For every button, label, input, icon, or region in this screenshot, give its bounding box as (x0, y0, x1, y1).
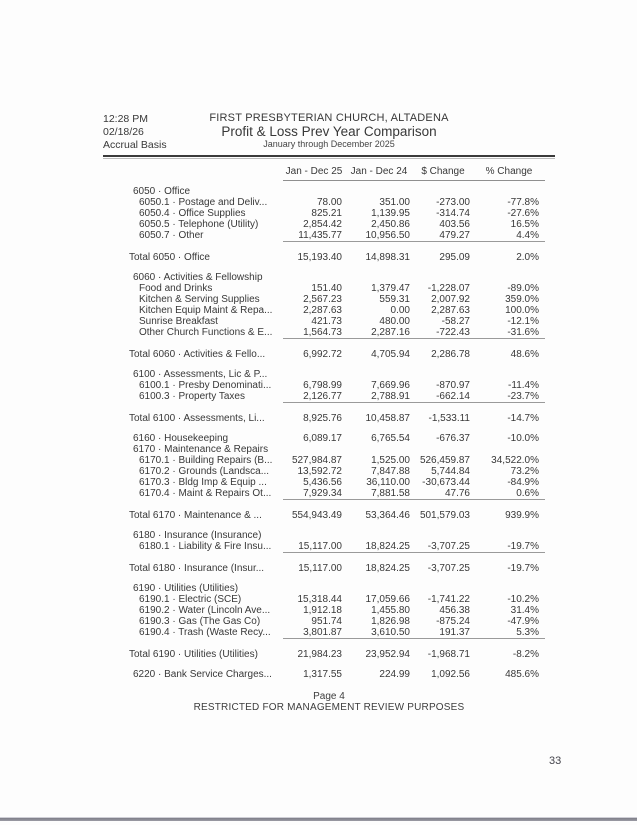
amount-cell: -870.97 (436, 380, 470, 391)
amount-cell: -23.7% (473, 391, 545, 403)
amount-cell: 939.9% (505, 510, 539, 521)
amount-cell: 526,459.87 (419, 455, 470, 466)
amount-cell: 295.09 (439, 252, 470, 263)
table-row (103, 649, 555, 660)
report-time: 12:28 PM (103, 113, 148, 125)
amount-cell: 2,287.16 (345, 327, 413, 339)
amount-cell: 10,458.87 (365, 413, 410, 424)
table-row (103, 488, 555, 499)
amount-cell: -314.74 (436, 208, 470, 219)
amount-cell: 3,610.50 (345, 627, 413, 639)
amount-cell (413, 444, 473, 455)
table-row (103, 616, 555, 627)
amount-cell (345, 444, 413, 455)
amount-cell: -89.0% (507, 283, 539, 294)
amount-cell: 7,881.58 (345, 488, 413, 500)
amount-cell: 2,567.23 (303, 294, 342, 305)
table-row (103, 349, 555, 360)
amount-cell: 501,579.03 (419, 510, 470, 521)
amount-cell (473, 272, 545, 283)
amount-cell: -1,533.11 (428, 413, 470, 424)
amount-cell: 31.4% (510, 605, 539, 616)
account-name: 6190 · Utilities (Utilities) (133, 583, 239, 594)
amount-cell: 191.37 (413, 627, 473, 639)
amount-cell: -58.27 (441, 316, 470, 327)
amount-cell: 3,801.87 (283, 627, 345, 639)
account-name: 6100.1 · Presby Denominati... (139, 380, 272, 391)
row-spacer (103, 574, 555, 583)
amount-cell: 18,824.25 (345, 541, 413, 553)
amount-cell: 34,522.0% (491, 455, 539, 466)
amount-cell: -11.4% (508, 380, 539, 391)
table-row (103, 433, 555, 444)
amount-cell: -3,707.25 (413, 541, 473, 553)
table-row (103, 369, 555, 380)
amount-cell: -3,707.25 (427, 563, 470, 574)
amount-cell: 48.6% (510, 349, 539, 360)
amount-cell: -77.8% (507, 197, 539, 208)
amount-cell: -8.2% (512, 649, 539, 660)
table-row (103, 380, 555, 391)
amount-cell: 15,117.00 (283, 541, 345, 553)
column-header-percent-change: % Change (473, 166, 545, 181)
amount-cell: 2,788.91 (345, 391, 413, 403)
amount-cell: 1,092.56 (431, 669, 470, 680)
amount-cell (345, 186, 413, 197)
amount-cell: -19.7% (473, 541, 545, 553)
amount-cell: 2,007.92 (431, 294, 470, 305)
row-spacer (103, 424, 555, 433)
account-name: Total 6180 · Insurance (Insur... (129, 563, 265, 574)
amount-cell: -1,741.22 (427, 594, 470, 605)
amount-cell: -19.7% (507, 563, 539, 574)
row-spacer (103, 521, 555, 530)
account-name: 6190.3 · Gas (The Gas Co) (139, 616, 261, 627)
amount-cell: 2,287.63 (303, 305, 342, 316)
table-row (103, 530, 555, 541)
row-spacer (103, 241, 555, 252)
page-title: Profit & Loss Prev Year Comparison (221, 124, 437, 139)
row-spacer (103, 263, 555, 272)
amount-cell: -676.37 (436, 433, 470, 444)
table-row (103, 208, 555, 219)
amount-cell: -84.9% (507, 477, 539, 488)
amount-cell: 5,436.56 (303, 477, 342, 488)
account-name: 6050.5 · Telephone (Utility) (139, 219, 259, 230)
amount-cell (345, 530, 413, 541)
table-row (103, 327, 555, 338)
amount-cell (473, 444, 545, 455)
account-name: 6170.1 · Building Repairs (B... (139, 455, 273, 466)
row-spacer (103, 638, 555, 649)
amount-cell: 15,318.44 (297, 594, 342, 605)
table-row (103, 197, 555, 208)
header-rule-shadow (103, 158, 555, 159)
column-header-jan-dec-24: Jan - Dec 24 (345, 166, 413, 181)
amount-cell: 6,765.54 (371, 433, 410, 444)
amount-cell: 479.27 (413, 230, 473, 242)
amount-cell: 7,929.34 (283, 488, 345, 500)
footer-page-label: Page 4 (313, 691, 345, 702)
amount-cell: 1,564.73 (283, 327, 345, 339)
amount-cell: 951.74 (311, 616, 342, 627)
table-row (103, 466, 555, 477)
report-table (103, 186, 555, 680)
column-header-spacer (103, 166, 283, 181)
account-name: 6170 · Maintenance & Repairs (133, 444, 269, 455)
table-row (103, 669, 555, 680)
row-spacer (103, 499, 555, 510)
table-row (103, 252, 555, 263)
amount-cell: 10,956.50 (345, 230, 413, 242)
account-name: 6100 · Assessments, Lic & P... (133, 369, 268, 380)
amount-cell: 47.76 (413, 488, 473, 500)
table-row (103, 316, 555, 327)
account-name: Total 6170 · Maintenance & ... (129, 510, 262, 521)
report-date: 02/18/26 (103, 126, 144, 138)
account-name: 6180.1 · Liability & Fire Insu... (139, 541, 272, 552)
amount-cell: 1,139.95 (371, 208, 410, 219)
amount-cell: 16.5% (510, 219, 539, 230)
row-spacer (103, 338, 555, 349)
amount-cell: 5,744.84 (431, 466, 470, 477)
amount-cell (345, 272, 413, 283)
amount-cell: 559.31 (379, 294, 410, 305)
column-header-dollar-change: $ Change (413, 166, 473, 181)
footer-restricted-label: RESTRICTED FOR MANAGEMENT REVIEW PURPOSES (193, 702, 465, 713)
amount-cell: 151.40 (311, 283, 342, 294)
table-row (103, 391, 555, 402)
report-period: January through December 2025 (263, 139, 395, 149)
table-row (103, 186, 555, 197)
account-name: Kitchen & Serving Supplies (139, 294, 260, 305)
account-name: 6100.3 · Property Taxes (139, 391, 245, 402)
amount-cell: 15,117.00 (298, 563, 342, 574)
amount-cell: -14.7% (507, 413, 539, 424)
amount-cell: 73.2% (510, 466, 539, 477)
amount-cell: 421.73 (311, 316, 342, 327)
account-name: 6170.3 · Bldg Imp & Equip ... (139, 477, 267, 488)
report-body (103, 112, 555, 680)
account-name: 6190.1 · Electric (SCE) (139, 594, 242, 605)
account-name: 6050.7 · Other (139, 230, 204, 241)
amount-cell: 14,898.31 (365, 252, 410, 263)
amount-cell: 2,854.42 (303, 219, 342, 230)
amount-cell: 1,826.98 (371, 616, 410, 627)
table-row (103, 605, 555, 616)
account-name: 6170.4 · Maint & Repairs Ot... (139, 488, 272, 499)
amount-cell (413, 272, 473, 283)
report-titles (103, 112, 555, 150)
column-header-row (103, 166, 555, 181)
amount-cell: 36,110.00 (366, 477, 410, 488)
table-row (103, 510, 555, 521)
amount-cell (283, 583, 345, 594)
amount-cell (413, 369, 473, 380)
amount-cell: -662.14 (413, 391, 473, 403)
amount-cell: 403.56 (439, 219, 470, 230)
amount-cell (473, 530, 545, 541)
amount-cell: 11,435.77 (283, 230, 345, 242)
amount-cell (473, 369, 545, 380)
amount-cell: 224.99 (379, 669, 410, 680)
amount-cell: 351.00 (379, 197, 410, 208)
amount-cell: 359.0% (505, 294, 539, 305)
table-row (103, 283, 555, 294)
account-name: 6190.2 · Water (Lincoln Ave... (139, 605, 271, 616)
table-row (103, 627, 555, 638)
amount-cell: 1,455.80 (371, 605, 410, 616)
table-row (103, 444, 555, 455)
account-name: Other Church Functions & E... (139, 327, 273, 338)
scan-page-number: 33 (549, 755, 562, 767)
company-name: FIRST PRESBYTERIAN CHURCH, ALTADENA (209, 112, 449, 124)
account-name: 6190.4 · Trash (Waste Recy... (139, 627, 271, 638)
table-row (103, 455, 555, 466)
amount-cell: 825.21 (311, 208, 342, 219)
account-name: 6050 · Office (133, 186, 191, 197)
amount-cell: 4,705.94 (371, 349, 410, 360)
account-name: Total 6100 · Assessments, Li... (129, 413, 265, 424)
amount-cell: 17,059.66 (365, 594, 410, 605)
amount-cell: -875.24 (436, 616, 470, 627)
amount-cell: -722.43 (413, 327, 473, 339)
amount-cell: 100.0% (505, 305, 539, 316)
amount-cell: 6,992.72 (303, 349, 342, 360)
amount-cell: 1,525.00 (371, 455, 410, 466)
account-name: Food and Drinks (139, 283, 213, 294)
amount-cell (283, 444, 345, 455)
amount-cell: 2,287.63 (431, 305, 470, 316)
amount-cell: 21,984.23 (297, 649, 342, 660)
amount-cell (283, 186, 345, 197)
table-row (103, 563, 555, 574)
amount-cell: -10.0% (507, 433, 539, 444)
table-row (103, 413, 555, 424)
amount-cell: -30,673.44 (422, 477, 470, 488)
amount-cell: 480.00 (379, 316, 410, 327)
amount-cell: 2,450.86 (371, 219, 410, 230)
amount-cell: -273.00 (436, 197, 470, 208)
amount-cell: 485.6% (505, 669, 539, 680)
account-name: Total 6050 · Office (129, 252, 210, 263)
amount-cell: 7,669.96 (371, 380, 410, 391)
table-row (103, 272, 555, 283)
table-row (103, 305, 555, 316)
table-row (103, 541, 555, 552)
amount-cell: 2,126.77 (283, 391, 345, 403)
amount-cell: 8,925.76 (303, 413, 342, 424)
report-header (103, 112, 555, 153)
account-name: 6160 · Housekeeping (133, 433, 229, 444)
amount-cell: 1,379.47 (371, 283, 410, 294)
amount-cell (473, 583, 545, 594)
account-name: 6170.2 · Grounds (Landsca... (139, 466, 270, 477)
amount-cell: -1,228.07 (427, 283, 470, 294)
amount-cell: 18,824.25 (365, 563, 410, 574)
amount-cell: -27.6% (507, 208, 539, 219)
row-spacer (103, 360, 555, 369)
amount-cell: 15,193.40 (297, 252, 342, 263)
amount-cell (283, 369, 345, 380)
amount-cell (283, 530, 345, 541)
table-row (103, 583, 555, 594)
amount-cell (345, 369, 413, 380)
amount-cell: -1,968.71 (427, 649, 470, 660)
amount-cell: 6,089.17 (303, 433, 342, 444)
amount-cell: 1,912.18 (303, 605, 342, 616)
amount-cell: 2,286.78 (431, 349, 470, 360)
row-spacer (103, 660, 555, 669)
row-spacer (103, 552, 555, 563)
account-name: 6060 · Activities & Fellowship (133, 272, 263, 283)
amount-cell (345, 583, 413, 594)
amount-cell: 0.6% (473, 488, 545, 500)
amount-cell: 527,984.87 (291, 455, 342, 466)
amount-cell: -31.6% (473, 327, 545, 339)
table-row (103, 594, 555, 605)
amount-cell: 23,952.94 (365, 649, 410, 660)
account-name: Sunrise Breakfast (139, 316, 218, 327)
table-row (103, 230, 555, 241)
row-spacer (103, 402, 555, 413)
amount-cell (413, 530, 473, 541)
amount-cell: 78.00 (316, 197, 342, 208)
amount-cell: 2.0% (516, 252, 539, 263)
amount-cell: 4.4% (473, 230, 545, 242)
amount-cell: 1,317.55 (303, 669, 342, 680)
scan-edge (0, 818, 637, 821)
amount-cell (413, 186, 473, 197)
amount-cell: 53,364.46 (365, 510, 410, 521)
account-name: 6180 · Insurance (Insurance) (133, 530, 262, 541)
table-row (103, 294, 555, 305)
amount-cell: 554,943.49 (291, 510, 342, 521)
header-rule (103, 155, 555, 157)
amount-cell: -10.2% (507, 594, 539, 605)
account-name: 6050.1 · Postage and Deliv... (139, 197, 268, 208)
account-name: Total 6190 · Utilities (Utilities) (129, 649, 258, 660)
report-basis: Accrual Basis (103, 139, 167, 151)
account-name: Total 6060 · Activities & Fello... (129, 349, 266, 360)
amount-cell: 7,847.88 (371, 466, 410, 477)
account-name: 6220 · Bank Service Charges... (133, 669, 272, 680)
amount-cell: -12.1% (507, 316, 539, 327)
column-header-jan-dec-25: Jan - Dec 25 (283, 166, 345, 181)
amount-cell: 456.38 (439, 605, 470, 616)
amount-cell: 0.00 (390, 305, 410, 316)
amount-cell: 5.3% (473, 627, 545, 639)
amount-cell: 13,592.72 (297, 466, 342, 477)
amount-cell: -47.9% (507, 616, 539, 627)
account-name: Kitchen Equip Maint & Repa... (139, 305, 273, 316)
table-row (103, 477, 555, 488)
amount-cell: 6,798.99 (303, 380, 342, 391)
amount-cell (413, 583, 473, 594)
amount-cell (283, 272, 345, 283)
amount-cell (473, 186, 545, 197)
account-name: 6050.4 · Office Supplies (139, 208, 246, 219)
table-row (103, 219, 555, 230)
